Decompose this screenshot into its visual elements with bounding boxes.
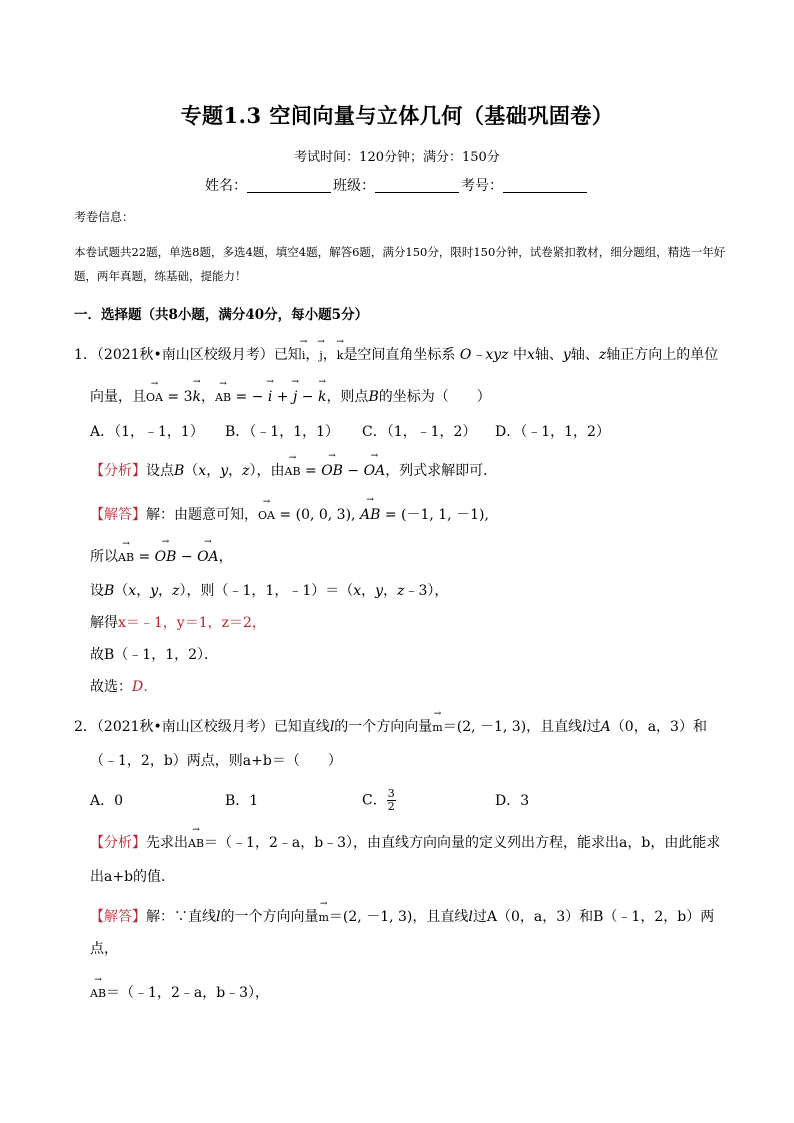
info-heading: 考卷信息： <box>74 210 135 224</box>
answer-text: 解：∵直线 <box>146 909 216 925</box>
vector-i: → i <box>302 349 306 362</box>
analysis-tag: 【分析】 <box>90 835 146 851</box>
q1-option-b[interactable]: B．（﹣1，1，1） <box>225 424 340 440</box>
q2-analysis-cont: 出a+b的值． <box>90 869 176 885</box>
q2-stem-text: ＝(2, －1, 3)，且直线 <box>442 719 583 735</box>
q1-option-d[interactable]: D．（﹣1，1，2） <box>495 424 610 440</box>
id-blank <box>503 178 587 193</box>
q1-line-thus: 故B（﹣1，1，2）． <box>90 647 219 663</box>
axis-x: x <box>527 347 535 363</box>
q2-option-d[interactable]: D．3 <box>495 792 530 809</box>
page-title: 专题1.3 空间向量与立体几何（基础巩固卷） <box>180 103 614 128</box>
answer-text: 故选： <box>90 679 132 695</box>
q1-stem-text: 中 <box>513 347 528 363</box>
q2-option-a[interactable]: A．0 <box>90 792 124 809</box>
q2-stem-text: 已知直线 <box>273 719 330 735</box>
line-l: l <box>329 719 335 735</box>
analysis-tag: 【分析】 <box>90 463 146 479</box>
vector-oa: → OA <box>197 549 219 565</box>
answer-tag: 【解答】 <box>90 507 146 523</box>
q2-last-line <box>90 982 269 1002</box>
option-c-label: C． <box>362 792 387 809</box>
q2-source: （2021秋•南山区校级月考） <box>96 719 274 735</box>
q1-stem-text: 的坐标为（ ） <box>378 389 491 405</box>
q2-stem-text: 的一个方向向量 <box>334 719 433 735</box>
analysis-text: 先求出 <box>146 835 188 851</box>
answer-text: 解得 <box>90 615 118 631</box>
answer-text: 所以 <box>90 549 118 565</box>
answer-text: ，则（﹣1，1，﹣1）＝（ <box>186 583 354 599</box>
q1-stem-text: ，则点 <box>326 389 369 405</box>
vector-j: → j <box>293 389 297 405</box>
answer-text: 的一个方向向量 <box>220 909 319 925</box>
vector-ab: → AB <box>90 987 106 1000</box>
vector-ab: → AB <box>118 551 134 564</box>
q2-option-c[interactable] <box>362 788 495 813</box>
q1-line-choose <box>90 676 157 696</box>
vector-ab: → AB <box>215 391 231 404</box>
vector-j: → j <box>319 349 322 362</box>
q1-stem-text: 已知 <box>273 347 302 363</box>
answer-text: 解：由题意可知， <box>146 507 258 523</box>
q2-line2: （﹣1，2，b）两点，则a+b＝（ ） <box>90 753 342 769</box>
vector-oa: → OA <box>258 509 275 522</box>
axis-z: z <box>598 347 607 363</box>
q2-analysis <box>90 832 720 852</box>
q2-option-b[interactable]: B．1 <box>225 792 259 809</box>
class-label: 班级： <box>333 178 375 194</box>
answer-text: 设 <box>90 583 104 599</box>
q1-line1: 1．（2021秋•南山区校级月考）已知→ i，→ j，→ k是空间直角坐标系 O﹣xyz 中x轴、y轴、z轴正方向上的单位 <box>74 344 718 364</box>
q1-answer <box>90 504 489 524</box>
section-heading: 一．选择题（共8小题，满分40分，每小题5分） <box>74 307 369 323</box>
vector-ab: → AB <box>360 507 380 523</box>
vector-i: → i <box>268 389 272 405</box>
q1-line-solve <box>90 612 266 632</box>
fraction-numerator: 3 <box>387 787 395 800</box>
q2-options <box>90 788 529 813</box>
vector-k: → k <box>193 389 201 405</box>
chosen-answer: D． <box>132 679 158 695</box>
q1-stem-text: 轴正方向上的单位 <box>606 347 719 363</box>
solve-values: x＝﹣1，y＝1，z＝2， <box>118 615 266 631</box>
fraction-denominator: 2 <box>387 800 395 813</box>
q1-line-so: 所以→ AB = → OB − → OA， <box>90 546 233 566</box>
fraction <box>387 788 396 813</box>
q2-number: 2． <box>74 719 97 735</box>
analysis-text: ＝（﹣1，2﹣a，b﹣3），由直线方向向量的定义列出方程，能求出a，b，由此能求 <box>204 835 721 851</box>
vector-ab: → AB <box>188 837 204 850</box>
q1-options <box>90 421 610 441</box>
q1-stem-text: 轴、 <box>570 347 599 363</box>
q2-answer: 【解答】解：∵直线l的一个方向向量→ m＝(2, －1, 3)，且直线l过A（0，a，3）和B（﹣1，2，b）两 <box>90 906 714 926</box>
analysis-text: ，由 <box>256 463 285 479</box>
answer-text: 过A（0，a，3）和B（﹣1，2，b）两 <box>472 909 715 925</box>
vector-k: → k <box>318 389 326 405</box>
vector-m: → m <box>318 911 328 924</box>
vector-ab: → AB <box>285 465 301 478</box>
q1-line-set: 设B（x，y，z），则（﹣1，1，﹣1）＝（x，y，z﹣3）， <box>90 583 449 599</box>
q2-stem-text: （0，a，3）和 <box>610 719 707 735</box>
q1-number: 1． <box>74 347 97 363</box>
q1-stem-text: 轴、 <box>534 347 563 363</box>
coord-system: O﹣xyz <box>459 347 509 363</box>
answer-text: ＝（﹣1，2﹣a，b﹣3）， <box>106 985 270 1001</box>
q2-stem-text: 过 <box>586 719 601 735</box>
point-b: B <box>368 389 379 405</box>
vector-m: → m <box>432 721 442 734</box>
name-label: 姓名： <box>205 178 247 194</box>
analysis-text: ，列式求解即可． <box>385 463 498 479</box>
q1-stem-text: 是空间直角坐标系 <box>343 347 456 363</box>
vector-k: → k <box>337 349 344 362</box>
answer-text: ）， <box>427 583 449 599</box>
vector-ob: → OB <box>321 463 343 479</box>
q1-option-c[interactable]: C．（1，﹣1，2） <box>362 424 477 440</box>
answer-text: = (－1, 1, －1), <box>384 507 489 523</box>
q1-option-a[interactable]: A．（1，﹣1，1） <box>90 424 204 440</box>
analysis-text: 设点 <box>146 463 174 479</box>
vector-oa: → OA <box>364 463 386 479</box>
name-blank <box>247 178 331 193</box>
answer-text: = (0, 0, 3), <box>279 507 356 523</box>
q2-line1: 2．（2021秋•南山区校级月考）已知直线l的一个方向向量→ m＝(2, －1, 3)，且直线l过A（0，a，3）和 <box>74 716 707 736</box>
class-blank <box>375 178 459 193</box>
student-info-row <box>0 175 794 195</box>
info-text: 本卷试题共22题，单选8题，多选4题，填空4题，解答6题，满分150分，限时150分钟，试卷紧扣教材，细分题组，精选一年好题，两年真题，练基础，提能力！ <box>74 245 726 283</box>
id-label: 考号： <box>461 178 503 194</box>
point-b: B <box>174 463 185 479</box>
q1-stem-text: 向量，且 <box>90 389 146 405</box>
vector-oa: → OA <box>146 391 163 404</box>
exam-time-info: 考试时间：120分钟；满分：150分 <box>294 150 500 165</box>
q1-analysis: 【分析】设点B（x，y，z），由→ AB = → OB − → OA，列式求解即可． <box>90 460 497 480</box>
q1-line2: 向量，且→ OA = 3→ k，→ AB = − → i + → j − → k，则点B的坐标为（ ） <box>90 386 491 406</box>
q1-source: （2021秋•南山区校级月考） <box>96 347 274 363</box>
axis-y: y <box>562 347 571 363</box>
q2-answer-cont: 点， <box>90 941 118 957</box>
vector-ob: → OB <box>155 549 177 565</box>
answer-text: ＝(2, －1, 3)，且直线 <box>328 909 469 925</box>
answer-tag: 【解答】 <box>90 909 146 925</box>
